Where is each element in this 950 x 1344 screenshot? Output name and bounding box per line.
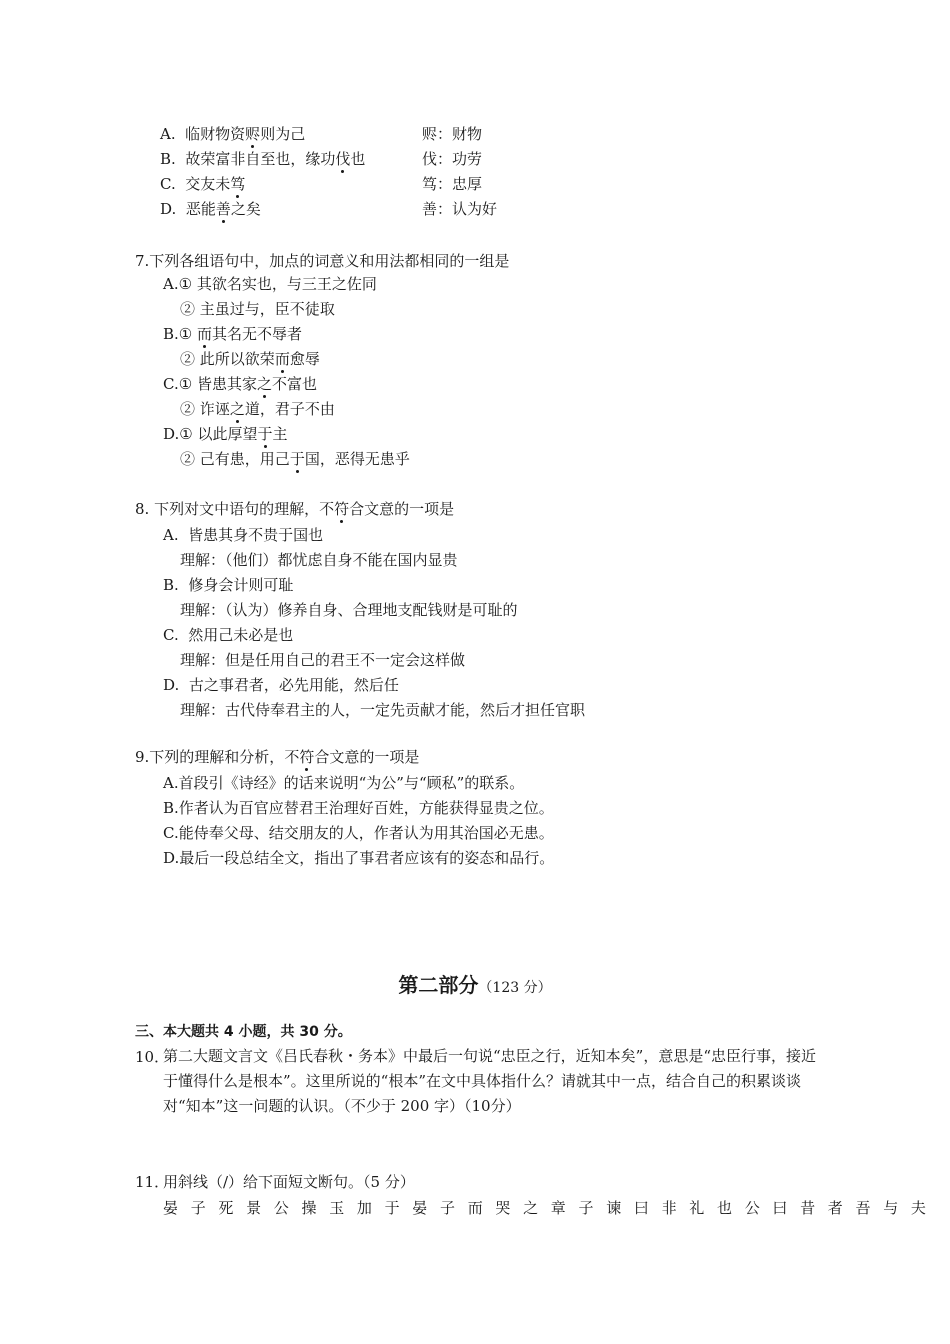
q6-gloss-a: 赆：财物 [422,125,483,143]
dotted-char: 而 [197,325,213,343]
q8-option-d: D. 古之事君者，必先用能，然后任 [163,676,399,694]
q11-number: 11． [135,1173,170,1191]
q8-option-a: A. 皆患其身不贵于国也 [163,526,324,544]
q8-explain-c: 理解：但是任用自己的君王不一定会这样做 [180,651,466,669]
dotted-char: 赆 [245,125,261,143]
q7-option-d1: D.① 以此厚望于主 [163,425,288,443]
q8-explain-b: 理解：（认为）修养自身、合理地支配钱财是可耻的 [180,601,518,619]
q6-gloss-b: 伐：功劳 [422,150,483,168]
q7-stem: 7.下列各组语句中，加点的词意义和用法都相同的一组是 [135,252,510,270]
dotted-char: 于 [289,450,305,468]
q6-option-b: B. 故荣富非自至也，缘功伐也 [160,150,366,168]
q7-option-c1: C.① 皆患其家之不富也 [163,375,317,393]
dotted-char: 伐 [335,150,351,168]
q9-option-d: D.最后一段总结全文，指出了事君者应该有的姿态和品行。 [163,849,555,867]
q6-gloss-d: 善：认为好 [422,200,498,218]
dotted-char: 笃 [230,175,246,193]
q11-passage: 晏子死景公操玉加于晏子而哭之章子谏曰非礼也公曰昔者吾与夫 [163,1199,939,1217]
q9-stem: 9.下列的理解和分析，不符合文意的一项是 [135,748,420,766]
q7-option-a1: A.① 其欲名实也，与三王之佐同 [163,275,377,293]
q8-option-c: C. 然用己未必是也 [163,626,294,644]
q10-text: 第二大题文言文《吕氏春秋・务本》中最后一句说“忠臣之行，近知本矣”，意思是“忠臣行事，接近于懂得什么是根本”。这里所说的“根本”在文中具体指什么？请就其中一点，结合自己的积累谈谈对“知本”这一问题的认识。（不少于 200 字）（10分） [163,1047,817,1115]
dotted-char: 之 [256,375,272,393]
q7-option-b2: ② 此所以欲荣而愈辱 [180,350,320,368]
dotted-char: 善 [215,200,231,218]
q10-number: 10． [135,1048,170,1066]
q9-option-a: A.首段引《诗经》的话来说明“为公”与“顾私”的联系。 [163,774,525,792]
q7-option-d2: ② 己有患，用己于国，恶得无患乎 [180,450,410,468]
q6-option-c: C. 交友未笃 [160,175,246,193]
q8-explain-a: 理解：（他们）都忧虑自身不能在国内显贵 [180,551,458,569]
q7-option-b1: B.① 而其名无不辱者 [163,325,303,343]
dotted-char: 而 [274,350,290,368]
q8-option-b: B. 修身会计则可耻 [163,576,294,594]
q7-option-c2: ② 诈诬之道，君子不由 [180,400,335,418]
q6-option-d: D. 恶能善之矣 [160,200,261,218]
q8-explain-d: 理解：古代侍奉君主的人，一定先贡献才能，然后才担任官职 [180,701,586,719]
q9-option-c: C.能侍奉父母、结交朋友的人，作者认为用其治国必无患。 [163,824,554,842]
q6-option-a: A. 临财物资赆则为己 [160,125,306,143]
section-3-heading: 三、本大题共 4 小题，共 30 分。 [135,1024,352,1040]
q6-gloss-c: 笃：忠厚 [422,175,483,193]
q8-stem: 8. 下列对文中语句的理解，不符合文意的一项是 [135,500,455,518]
q11-text: 用斜线（/）给下面短文断句。（5 分） [163,1173,415,1191]
dotted-text: 不符合 [284,748,330,766]
q7-option-a2: ② 主虽过与，臣不徒取 [180,300,335,318]
part-two-title: 第二部分（123 分） [398,973,552,997]
dotted-char: 于 [257,425,273,443]
dotted-char: 之 [229,400,245,418]
dotted-text: 不符合 [319,500,365,518]
q9-option-b: B.作者认为百官应替君王治理好百姓，方能获得显贵之位。 [163,799,554,817]
